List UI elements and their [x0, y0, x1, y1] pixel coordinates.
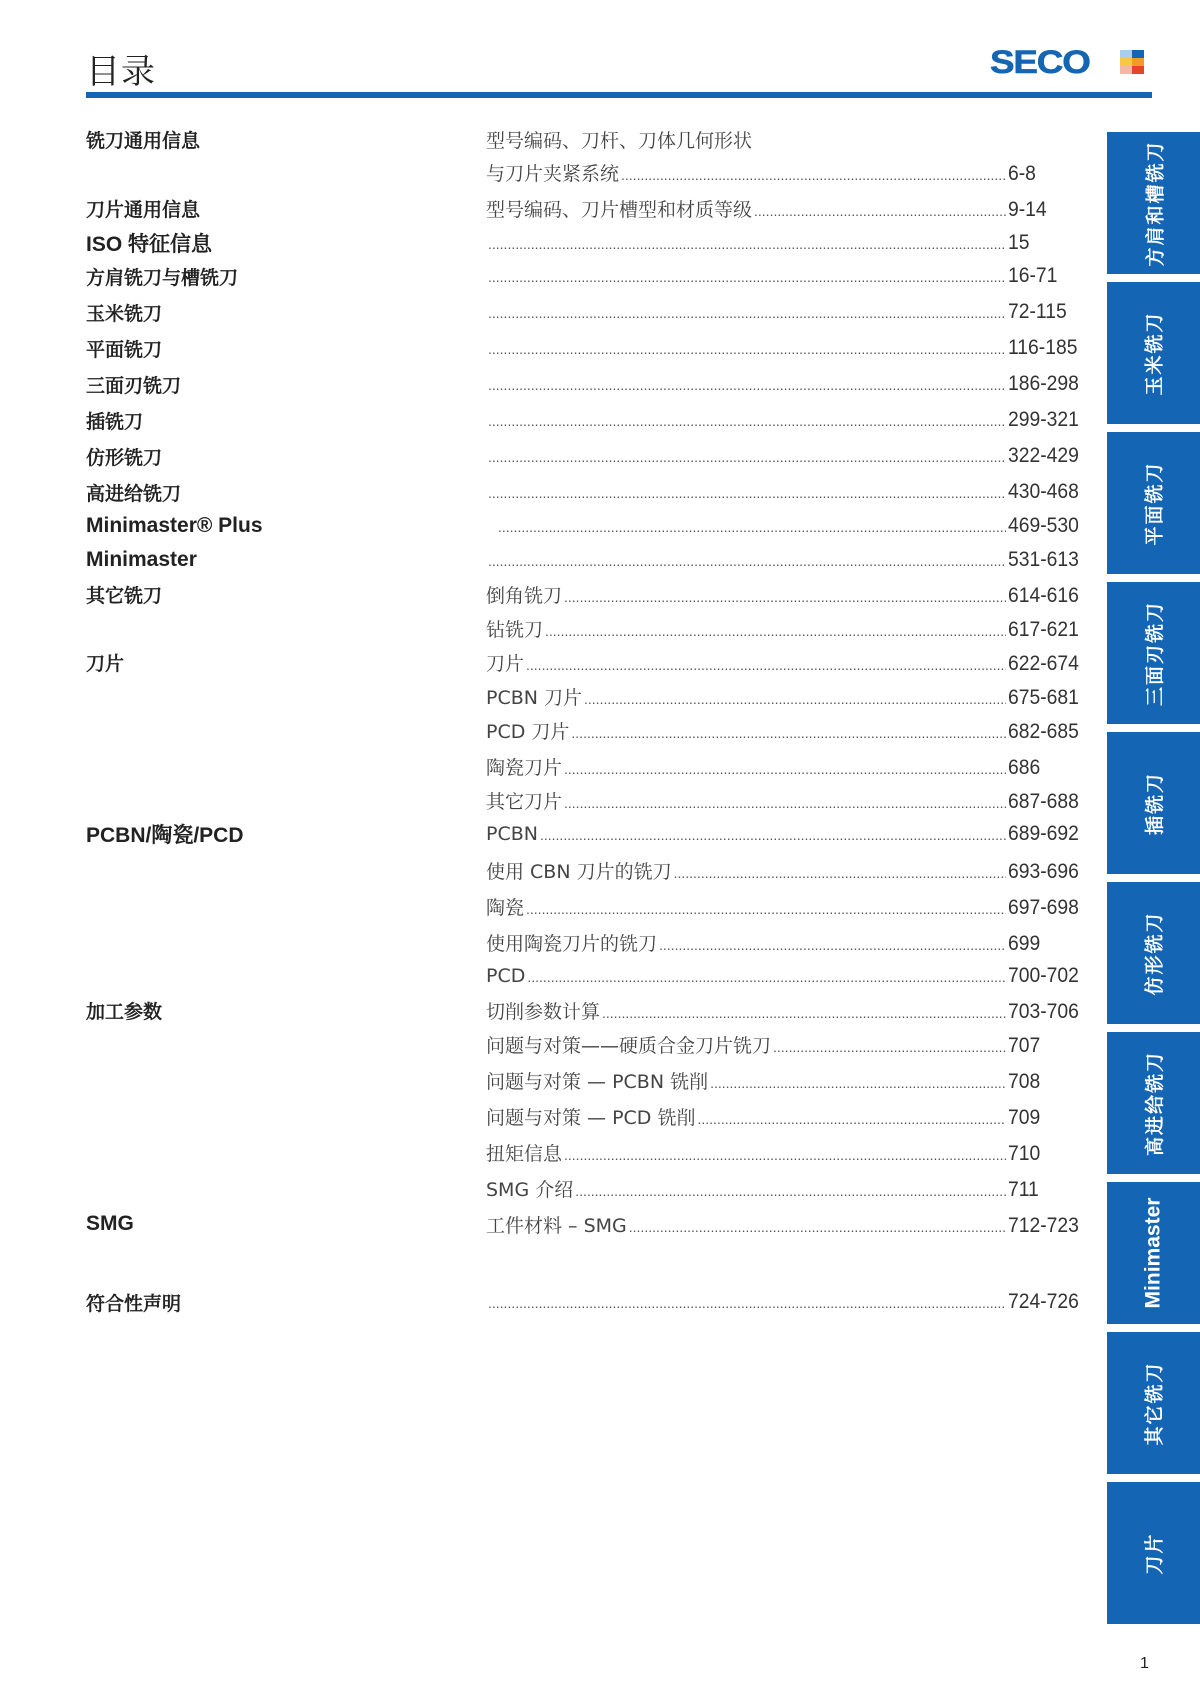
- toc-row: [86, 157, 1076, 187]
- toc-page-range: 707: [1008, 1033, 1041, 1057]
- toc-row: [86, 193, 1076, 223]
- toc-entry-link[interactable]: [486, 753, 1076, 780]
- toc-entry-link[interactable]: [486, 1175, 1076, 1202]
- toc-entry-link[interactable]: [486, 231, 1076, 255]
- dot-leader: [526, 901, 1006, 917]
- toc-page-range: 712-723: [1008, 1213, 1079, 1237]
- toc-page-range: 700-702: [1008, 964, 1079, 987]
- toc-page-range: 697-698: [1008, 895, 1079, 919]
- toc-row: [86, 715, 1079, 745]
- toc-category: SMG: [86, 1212, 134, 1235]
- dot-leader: [564, 795, 1006, 811]
- toc-category: 插铣刀: [86, 410, 144, 433]
- header-rule: [86, 92, 1152, 98]
- section-tab-label: 高进给铣刀: [1144, 1050, 1167, 1156]
- toc-entry-link[interactable]: [486, 857, 1079, 884]
- logo-square: [1120, 66, 1132, 74]
- toc-page-range: 703-706: [1008, 999, 1079, 1023]
- toc-row: [86, 613, 1079, 643]
- dot-leader: [564, 761, 1006, 777]
- toc-category: 刀片: [86, 652, 125, 675]
- toc-entry-link[interactable]: [486, 514, 1079, 538]
- toc-entry-label: 问题与对策——硬质合金刀片铣刀: [486, 1034, 772, 1057]
- section-tab[interactable]: [1107, 1332, 1200, 1474]
- toc-category: PCBN/陶瓷/PCD: [86, 824, 244, 847]
- toc-page-range: 693-696: [1008, 859, 1079, 883]
- toc-page-range: 531-613: [1008, 548, 1079, 571]
- toc-category: Minimaster® Plus: [86, 514, 263, 537]
- toc-category: 加工参数: [86, 1000, 163, 1023]
- toc-entry-label: 刀片: [486, 652, 525, 675]
- toc-page-range: 15: [1008, 231, 1030, 254]
- toc-row: [86, 927, 1076, 957]
- toc-entry-link[interactable]: [486, 649, 1079, 676]
- toc-category: 其它铣刀: [86, 584, 163, 607]
- dot-leader: [488, 305, 1006, 321]
- dot-leader: [488, 485, 1006, 501]
- toc-entry-link[interactable]: [486, 1103, 1076, 1130]
- toc-row: [86, 405, 1079, 435]
- section-tab-label: 三面刃铣刀: [1144, 600, 1167, 706]
- section-tab[interactable]: [1107, 1032, 1200, 1174]
- toc-page-range: 614-616: [1008, 583, 1079, 607]
- toc-row: [86, 297, 1076, 327]
- toc-row: [86, 545, 1079, 575]
- toc-entry-label: 切削参数计算: [486, 1000, 601, 1023]
- toc-row: [86, 261, 1076, 291]
- dot-leader: [488, 449, 1006, 465]
- dot-leader: [773, 1039, 1006, 1055]
- toc-entry-link[interactable]: [486, 1211, 1079, 1238]
- section-tab[interactable]: [1107, 1482, 1200, 1624]
- dot-leader: [659, 937, 1006, 953]
- toc-row: [86, 995, 1079, 1025]
- toc-row: [86, 333, 1076, 363]
- toc-page-range: 16-71: [1008, 264, 1058, 287]
- dot-leader: [602, 1005, 1006, 1021]
- toc-entry-link[interactable]: [486, 997, 1079, 1024]
- section-tab[interactable]: [1107, 432, 1200, 574]
- dot-leader: [571, 725, 1006, 741]
- toc-page-range: 116-185: [1008, 336, 1078, 359]
- toc-entry-link[interactable]: [486, 264, 1076, 288]
- toc-page-range: 6-8: [1008, 161, 1036, 185]
- toc-row: [86, 891, 1079, 921]
- toc-row: [86, 751, 1076, 781]
- toc-row: [86, 477, 1079, 507]
- toc-entry-link[interactable]: [486, 717, 1079, 744]
- page-number: 1: [1140, 1655, 1149, 1672]
- toc-row: [86, 1173, 1076, 1203]
- toc-entry-link[interactable]: [486, 615, 1079, 642]
- toc-entry-label: 倒角铣刀: [486, 584, 563, 607]
- toc-category: 仿形铣刀: [86, 446, 163, 469]
- toc-category: 玉米铣刀: [86, 302, 163, 325]
- toc-category: 方肩铣刀与槽铣刀: [86, 266, 239, 289]
- toc-entry-label: 使用 CBN 刀片的铣刀: [486, 860, 672, 883]
- toc-entry-link[interactable]: [486, 300, 1076, 324]
- dot-leader: [488, 377, 1006, 393]
- toc-entry-label: 陶瓷: [486, 896, 525, 919]
- toc-entry-link[interactable]: [486, 929, 1076, 956]
- toc-page-range: 622-674: [1008, 651, 1079, 675]
- section-tab[interactable]: [1107, 132, 1200, 274]
- toc-entry-label: PCD 刀片: [486, 720, 570, 743]
- toc-entry-label: 问题与对策 — PCBN 铣削: [486, 1070, 709, 1093]
- toc-category: 平面铣刀: [86, 338, 163, 361]
- toc-page-range: 710: [1008, 1141, 1041, 1165]
- toc-page-range: 682-685: [1008, 719, 1079, 743]
- dot-leader: [629, 1219, 1006, 1235]
- toc-entry-label: PCBN: [486, 823, 538, 845]
- toc-entry-label: 与刀片夹紧系统: [486, 162, 620, 185]
- toc-entry-link[interactable]: [486, 787, 1079, 814]
- toc-entry-link[interactable]: [486, 683, 1079, 710]
- toc-entry-label: PCD: [486, 965, 526, 987]
- toc-entry-label: PCBN 刀片: [486, 686, 583, 709]
- toc-row: [86, 228, 1076, 258]
- toc-category: 刀片通用信息: [86, 198, 201, 221]
- toc-entry-label: 问题与对策 — PCD 铣削: [486, 1106, 696, 1129]
- toc-page-range: 186-298: [1008, 372, 1079, 395]
- toc-category: ISO 特征信息: [86, 233, 213, 256]
- dot-leader: [540, 827, 1006, 843]
- dot-leader: [710, 1075, 1006, 1091]
- toc-row: [86, 511, 1079, 541]
- toc-entry-label: 其它刀片: [486, 790, 563, 813]
- logo-square: [1132, 58, 1144, 66]
- section-tab-label: Minimaster: [1141, 1197, 1165, 1309]
- section-tab[interactable]: [1107, 732, 1200, 874]
- toc-entry-link[interactable]: [486, 581, 1079, 608]
- toc-row: [86, 1209, 1079, 1239]
- toc-page-range: 675-681: [1008, 685, 1079, 709]
- toc-category: Minimaster: [86, 548, 197, 571]
- toc-row: [86, 369, 1079, 399]
- logo-square: [1120, 50, 1132, 58]
- toc-row: [86, 441, 1079, 471]
- dot-leader: [697, 1111, 1006, 1127]
- section-tab-label: 插铣刀: [1143, 771, 1166, 835]
- toc-entry-link[interactable]: [486, 336, 1076, 360]
- toc-row: [86, 579, 1079, 609]
- dot-leader: [527, 969, 1006, 985]
- toc-page-range: 687-688: [1008, 789, 1079, 813]
- dot-leader: [584, 691, 1006, 707]
- toc-entry-link[interactable]: [486, 372, 1079, 396]
- toc-category: 铣刀通用信息: [86, 129, 201, 152]
- toc-page-range: 430-468: [1008, 480, 1079, 503]
- toc-category: 三面刃铣刀: [86, 374, 182, 397]
- toc-entry-link[interactable]: [486, 1067, 1076, 1094]
- logo-square: [1132, 50, 1144, 58]
- dot-leader: [526, 657, 1006, 673]
- toc-page-range: 724-726: [1008, 1290, 1079, 1313]
- toc-row: [86, 1137, 1076, 1167]
- toc-category: 符合性声明: [86, 1292, 182, 1315]
- toc-row: [86, 1029, 1076, 1059]
- dot-leader: [488, 413, 1006, 429]
- section-tab[interactable]: [1107, 582, 1200, 724]
- toc-page-range: 699: [1008, 931, 1041, 955]
- toc-page-range: 709: [1008, 1105, 1041, 1129]
- toc-page-range: 299-321: [1008, 408, 1079, 431]
- toc-entry-link[interactable]: [486, 964, 1079, 988]
- page-title: 目录: [86, 52, 156, 92]
- toc-row: [86, 855, 1079, 885]
- toc-page-range: 322-429: [1008, 444, 1079, 467]
- dot-leader: [488, 236, 1006, 252]
- toc-entry-link[interactable]: [486, 126, 1076, 153]
- toc-page-range: 708: [1008, 1069, 1041, 1093]
- toc-page-range: 72-115: [1008, 300, 1067, 323]
- toc-page-range: 9-14: [1008, 197, 1047, 221]
- section-tab-label: 玉米铣刀: [1143, 310, 1166, 396]
- toc-entry-label: 型号编码、刀片槽型和材质等级: [486, 198, 753, 221]
- toc-entry-link[interactable]: [486, 1031, 1076, 1058]
- dot-leader: [674, 865, 1006, 881]
- toc-entry-link[interactable]: [486, 1139, 1076, 1166]
- section-tab-label: 仿形铣刀: [1143, 910, 1166, 996]
- dot-leader: [621, 167, 1006, 183]
- toc-row: [86, 681, 1079, 711]
- toc-entry-label: 工件材料 – SMG: [486, 1214, 627, 1237]
- toc-entry-link[interactable]: [486, 548, 1079, 572]
- toc-page-range: 686: [1008, 755, 1041, 779]
- logo-square: [1120, 58, 1132, 66]
- dot-leader: [754, 203, 1006, 219]
- toc-category: 高进给铣刀: [86, 482, 182, 505]
- toc-entry-label: 扭矩信息: [486, 1142, 563, 1165]
- logo-color-mark-icon: [1120, 50, 1144, 74]
- toc-entry-link[interactable]: [486, 1290, 1079, 1314]
- toc-entry-link[interactable]: [486, 159, 1076, 186]
- logo-wordmark: SECO: [990, 44, 1090, 80]
- dot-leader: [545, 623, 1006, 639]
- dot-leader: [564, 589, 1006, 605]
- toc-row: [86, 1101, 1076, 1131]
- toc-entry-link[interactable]: [486, 195, 1076, 222]
- toc-row: [86, 1287, 1079, 1317]
- seco-logo: [990, 44, 1090, 81]
- dot-leader: [575, 1183, 1006, 1199]
- toc-entry-link[interactable]: [486, 480, 1079, 504]
- section-tab-label: 平面铣刀: [1143, 460, 1166, 546]
- toc-page-range: 689-692: [1008, 822, 1079, 845]
- dot-leader: [488, 1295, 1006, 1311]
- section-tab-label: 其它铣刀: [1143, 1360, 1166, 1446]
- dot-leader: [488, 553, 1006, 569]
- toc-row: [86, 961, 1079, 991]
- section-tab[interactable]: [1107, 1182, 1200, 1324]
- toc-entry-label: SMG 介绍: [486, 1178, 574, 1201]
- dot-leader: [564, 1147, 1006, 1163]
- dot-leader: [498, 519, 1006, 535]
- section-tab[interactable]: [1107, 282, 1200, 424]
- toc-entry-link[interactable]: [486, 893, 1079, 920]
- toc-row: [86, 785, 1079, 815]
- toc-row: [86, 124, 1076, 154]
- toc-entry-label: 型号编码、刀杆、刀体几何形状: [486, 129, 753, 152]
- section-tab-label: 方肩和槽铣刀: [1144, 139, 1167, 267]
- toc-entry-link[interactable]: [486, 444, 1079, 468]
- dot-leader: [488, 269, 1006, 285]
- toc-entry-label: 使用陶瓷刀片的铣刀: [486, 932, 658, 955]
- toc-entry-label: 陶瓷刀片: [486, 756, 563, 779]
- toc-entry-link[interactable]: [486, 822, 1079, 846]
- toc-page-range: 617-621: [1008, 617, 1079, 641]
- section-tab[interactable]: [1107, 882, 1200, 1024]
- toc-row: [86, 1065, 1076, 1095]
- toc-row: [86, 819, 1079, 849]
- section-tab-label: 刀片: [1143, 1531, 1166, 1575]
- toc-page-range: 469-530: [1008, 514, 1079, 537]
- toc-page-range: 711: [1008, 1177, 1039, 1201]
- toc-entry-label: 钻铣刀: [486, 618, 544, 641]
- toc-row: [86, 647, 1079, 677]
- dot-leader: [488, 341, 1006, 357]
- logo-square: [1132, 66, 1144, 74]
- toc-entry-link[interactable]: [486, 408, 1079, 432]
